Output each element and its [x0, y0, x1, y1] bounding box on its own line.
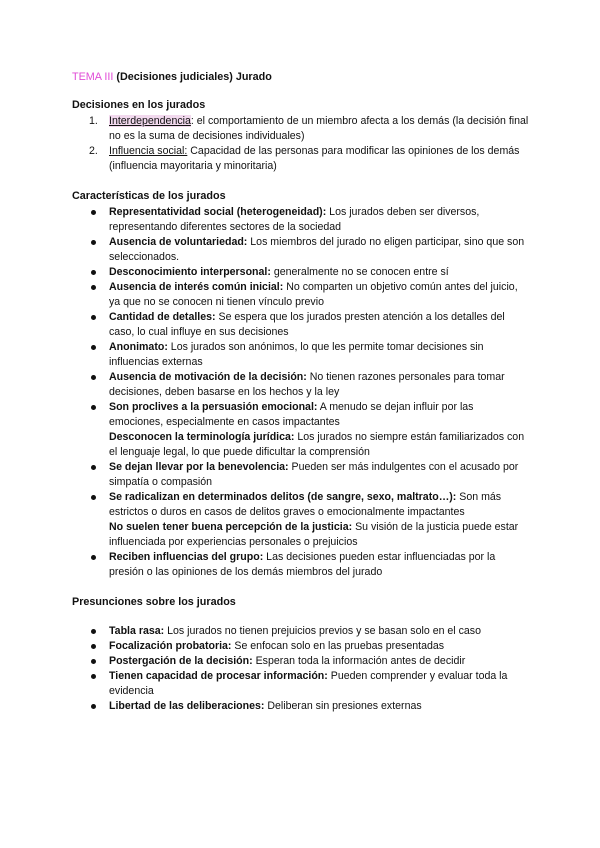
- bullet-icon: [91, 240, 96, 245]
- list-item: [72, 265, 530, 280]
- item-bold: Representatividad social (heterogeneidad):: [109, 206, 327, 218]
- bullet-icon: [91, 659, 96, 664]
- bullet-icon: [91, 465, 96, 470]
- item-bold: Cantidad de detalles:: [109, 311, 216, 323]
- item-bold: Postergación de la decisión:: [109, 655, 253, 667]
- term-highlighted: Interdependencia: [109, 115, 191, 127]
- sub-bold: Desconocen la terminología jurídica:: [109, 431, 295, 443]
- item-text: Capacidad de las personas para modificar las opiniones de los demás (influencia mayoritaria y minoritaria): [109, 145, 520, 172]
- list-item: [72, 400, 530, 460]
- title-tema: TEMA III: [72, 71, 114, 83]
- list-item: [72, 310, 530, 340]
- list-item: [72, 280, 530, 310]
- item-text: Las decisiones pueden estar influenciadas por la presión o las opiniones de los demás miembros del jurado: [109, 551, 496, 578]
- numbered-list-decisiones: [72, 114, 530, 174]
- bullet-icon: [91, 270, 96, 275]
- bullet-icon: [91, 629, 96, 634]
- list-item: [72, 639, 530, 654]
- item-text: No tienen razones personales para tomar decisiones, deben basarse en los hechos y la ley: [109, 371, 505, 398]
- item-bold: Son proclives a la persuasión emocional:: [109, 401, 318, 413]
- term-underlined: Influencia social:: [109, 145, 188, 157]
- list-item: [72, 490, 530, 550]
- list-item: [72, 205, 530, 235]
- document-page: [72, 70, 530, 714]
- list-item: [72, 144, 530, 174]
- item-bold: Se radicalizan en determinados delitos (de sangre, sexo, maltrato…):: [109, 491, 457, 503]
- list-item: [72, 340, 530, 370]
- bullet-icon: [91, 210, 96, 215]
- item-bold: Tienen capacidad de procesar información:: [109, 670, 328, 682]
- item-text: Los jurados son anónimos, lo que les permite tomar decisiones sin influencias externas: [109, 341, 484, 368]
- item-bold: Ausencia de motivación de la decisión:: [109, 371, 307, 383]
- item-bold: Ausencia de voluntariedad:: [109, 236, 248, 248]
- section-heading-presunciones: Presunciones sobre los jurados: [72, 596, 236, 608]
- item-text: Los jurados deben ser diversos, representando diferentes sectores de la sociedad: [109, 206, 480, 233]
- sub-bold: No suelen tener buena percepción de la justicia:: [109, 521, 353, 533]
- sub-text: Su visión de la justicia puede estar influenciada por experiencias personales o prejuicios: [109, 521, 519, 548]
- list-item: [72, 235, 530, 265]
- bullet-icon: [91, 315, 96, 320]
- list-item: [72, 370, 530, 400]
- item-bold: Libertad de las deliberaciones:: [109, 700, 265, 712]
- bullet-icon: [91, 674, 96, 679]
- bullet-icon: [91, 704, 96, 709]
- item-bold: Tabla rasa:: [109, 625, 165, 637]
- item-text: Los jurados no tienen prejuicios previos y se basan solo en el caso: [164, 625, 481, 637]
- sub-text: Los jurados no siempre están familiarizados con el lenguaje legal, lo que puede dificultar la comprensión: [109, 431, 525, 458]
- sub-paragraph: [109, 520, 530, 550]
- item-text: Se enfocan solo en las pruebas presentadas: [231, 640, 445, 652]
- bullet-icon: [91, 495, 96, 500]
- bullet-icon: [91, 345, 96, 350]
- item-text: Se espera que los jurados presten atención a los detalles del caso, lo cual influye en sus decisiones: [109, 311, 505, 338]
- bullet-icon: [91, 375, 96, 380]
- bullet-list-presunciones: [72, 624, 530, 714]
- list-item: [72, 699, 530, 714]
- item-bold: Se dejan llevar por la benevolencia:: [109, 461, 289, 473]
- document-title: [72, 70, 530, 85]
- item-bold: Focalización probatoria:: [109, 640, 232, 652]
- list-item: [72, 114, 530, 144]
- item-text: No comparten un objetivo común antes del juicio, ya que no se conocen ni tienen vínculo previo: [109, 281, 518, 308]
- item-text: Los miembros del jurado no eligen participar, sino que son seleccionados.: [109, 236, 525, 263]
- item-text: : el comportamiento de un miembro afecta a los demás (la decisión final no es la suma de decisiones individuales): [109, 115, 529, 142]
- item-text: Deliberan sin presiones externas: [264, 700, 422, 712]
- list-item: [72, 654, 530, 669]
- sub-paragraph: [109, 430, 530, 460]
- title-rest: (Decisiones judiciales) Jurado: [116, 71, 272, 83]
- item-text: Pueden ser más indulgentes con el acusado por simpatía o compasión: [109, 461, 519, 488]
- item-text: Esperan toda la información antes de decidir: [252, 655, 466, 667]
- bullet-icon: [91, 285, 96, 290]
- item-bold: Anonimato:: [109, 341, 168, 353]
- item-bold: Reciben influencias del grupo:: [109, 551, 264, 563]
- item-text: A menudo se dejan influir por las emociones, especialmente en casos impactantes: [109, 401, 474, 428]
- list-item: [72, 624, 530, 639]
- list-item: [72, 460, 530, 490]
- list-number: 2.: [89, 145, 98, 157]
- list-item: [72, 550, 530, 580]
- bullet-icon: [91, 644, 96, 649]
- bullet-icon: [91, 555, 96, 560]
- bullet-icon: [91, 405, 96, 410]
- section-heading-decisiones: Decisiones en los jurados: [72, 99, 206, 111]
- list-item: [72, 669, 530, 699]
- item-bold: Ausencia de interés común inicial:: [109, 281, 284, 293]
- item-bold: Desconocimiento interpersonal:: [109, 266, 271, 278]
- item-text: generalmente no se conocen entre sí: [270, 266, 449, 278]
- item-text: Pueden comprender y evaluar toda la evidencia: [109, 670, 508, 697]
- item-text: Son más estrictos o duros en casos de delitos graves o emocionalmente impactantes: [109, 491, 502, 518]
- bullet-list-caracteristicas: [72, 205, 530, 580]
- section-heading-caracteristicas: Características de los jurados: [72, 190, 226, 202]
- list-number: 1.: [89, 115, 98, 127]
